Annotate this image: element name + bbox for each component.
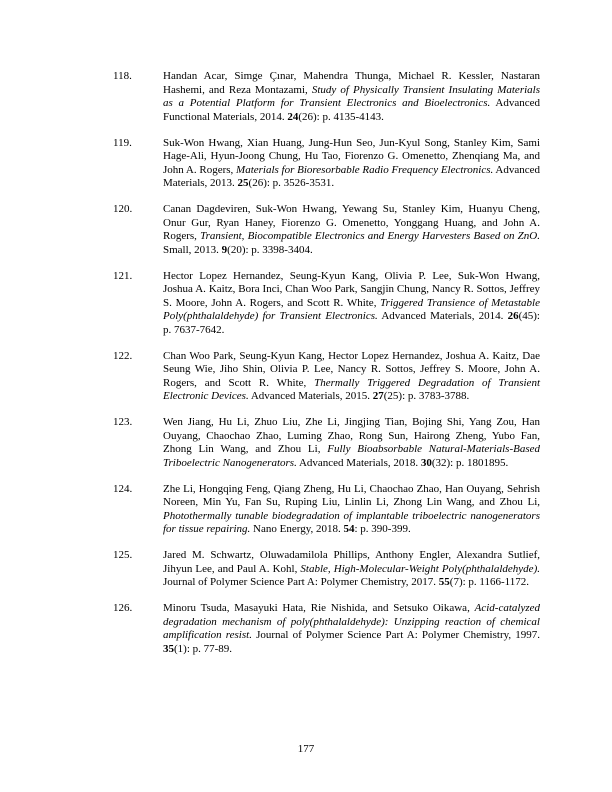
reference-segment-bold: 30 [420, 456, 432, 469]
reference-entry [113, 416, 540, 470]
reference-segment-italic: Transient, Biocompatible Electronics and Energy Harvesters Based on ZnO. [200, 230, 540, 242]
reference-entry [113, 483, 540, 537]
reference-number: 126. [113, 602, 133, 614]
reference-segment-bold: 27 [372, 390, 384, 402]
reference-number: 124. [113, 482, 133, 495]
reference-text [163, 602, 540, 656]
reference-segment-bold: 24 [287, 110, 299, 123]
reference-segment-italic: Acid-catalyzed degradation mechanism of poly(phthalaldehyde): Unzipping reaction of chemical amplification resist. [163, 602, 540, 641]
reference-segment-italic: Thermally Triggered Degradation of Transient Electronic Devices. [163, 376, 540, 402]
reference-segment-normal: (25): p. 3783-3788. [383, 390, 470, 402]
reference-segment-normal: (26): p. 4135-4143. [298, 110, 384, 123]
reference-segment-normal: Advanced Materials, 2014. [377, 310, 508, 322]
reference-segment-bold: 54 [343, 523, 355, 535]
reference-segment-normal: Jared M. Schwartz, Oluwadamilola Phillips, Anthony Engler, Alexandra Sutlief, Jihyun Lee, and Paul A. Kohl, [163, 549, 540, 575]
reference-segment-normal: Advanced Materials, 2018. [296, 456, 421, 469]
reference-entry [113, 602, 540, 656]
reference-segment-normal: Journal of Polymer Science Part A: Polymer Chemistry, 2017. [163, 576, 439, 588]
reference-entry [113, 270, 540, 338]
reference-text [163, 270, 540, 338]
reference-number: 122. [113, 349, 133, 362]
reference-text [163, 483, 540, 537]
reference-entry [113, 137, 540, 191]
reference-segment-normal: : p. 390-399. [354, 523, 411, 535]
reference-text [163, 137, 540, 191]
reference-number: 119. [113, 136, 132, 149]
reference-segment-normal: (20): p. 3398-3404. [227, 243, 313, 256]
reference-segment-normal: Small, 2013. [163, 243, 222, 256]
reference-segment-normal: Nano Energy, 2018. [250, 523, 344, 535]
reference-entry [113, 350, 540, 404]
reference-segment-normal: (45): p. 7637-7642. [163, 310, 540, 336]
reference-segment-italic: Fully Bioabsorbable Natural-Materials-Based Triboelectric Nanogenerators. [163, 443, 540, 469]
reference-segment-normal: (7): p. 1166-1172. [449, 576, 530, 588]
reference-number: 121. [113, 269, 133, 282]
reference-segment-italic: Study of Physically Transient Insulating Materials as a Potential Platform for Transient Electronics and Bioelectronics. [163, 83, 540, 109]
reference-segment-normal: Hector Lopez Hernandez, Seung-Kyun Kang, Olivia P. Lee, Suk-Won Hwang, Joshua A. Kaitz, Bora Inci, Chan Woo Park, Sangjin Chung, Nancy R. Sottos, Jeffrey S. Moore, John A. Rogers, and Scott R. White, [163, 269, 540, 309]
reference-text [163, 203, 540, 257]
reference-text [163, 70, 540, 124]
reference-segment-bold: 26 [507, 310, 519, 322]
reference-number: 123. [113, 416, 133, 428]
reference-text [163, 416, 540, 470]
reference-segment-normal: Advanced Functional Materials, 2014. [163, 97, 541, 123]
reference-text [163, 549, 540, 590]
reference-segment-bold: 25 [237, 177, 249, 189]
reference-segment-italic: Materials for Bioresorbable Radio Frequency Electronics. [236, 163, 494, 176]
reference-segment-bold: 55 [438, 576, 450, 588]
reference-segment-italic: Stable, High-Molecular-Weight Poly(phthalaldehyde). [300, 562, 540, 575]
reference-segment-normal: Advanced Materials, 2013. [163, 163, 540, 189]
reference-segment-normal: Advanced Materials, 2015. [248, 390, 373, 402]
reference-segment-italic: Triggered Transience of Metastable Poly(phthalaldehyde) for Transient Electronics. [163, 296, 540, 322]
page-number: 177 [297, 743, 315, 755]
reference-segment-normal: (32): p. 1801895. [431, 456, 509, 469]
reference-segment-normal: (26): p. 3526-3531. [248, 177, 335, 189]
reference-segment-normal: Suk-Won Hwang, Xian Huang, Jung-Hun Seo, Jun-Kyul Song, Stanley Kim, Sami Hage-Ali, Hyun-Joong Chung, Hu Tao, Fiorenzo G. Omenetto, Zhenqiang Ma, and John A. Rogers, [163, 136, 540, 176]
reference-number: 118. [113, 70, 132, 82]
reference-segment-normal: Chan Woo Park, Seung-Kyun Kang, Hector Lopez Hernandez, Joshua A. Kaitz, Dae Seung Wie, Jiho Shin, Olivia P. Lee, Nancy R. Sottos, Jeffrey S. Moore, John A. Rogers, and Scott R. White, [163, 349, 540, 389]
reference-segment-italic: Photothermally tunable biodegradation of implantable triboelectric nanogenerators for tissue repairing. [163, 509, 540, 535]
reference-list [113, 70, 540, 669]
reference-segment-normal: (1): p. 77-89. [174, 642, 233, 655]
reference-number: 120. [113, 203, 133, 215]
reference-entry [113, 203, 540, 257]
reference-segment-bold: 9 [221, 243, 228, 256]
reference-entry [113, 70, 540, 124]
reference-entry [113, 549, 540, 590]
reference-segment-normal: Canan Dagdeviren, Suk-Won Hwang, Yewang Su, Stanley Kim, Huanyu Cheng, Onur Gur, Ryan Haney, Fiorenzo G. Omenetto, Yonggang Huang, and John A. Rogers, [163, 203, 540, 242]
reference-segment-normal: Zhe Li, Hongqing Feng, Qiang Zheng, Hu Li, Chaochao Zhao, Han Ouyang, Sehrish Noreen, Min Yu, Fan Su, Ruping Liu, Linlin Li, Zhong Lin Wang, and Zhou Li, [163, 482, 540, 508]
reference-number: 125. [113, 549, 133, 561]
reference-segment-normal: Journal of Polymer Science Part A: Polymer Chemistry, 1997. [251, 629, 541, 641]
reference-segment-bold: 35 [163, 642, 174, 655]
reference-segment-normal: Handan Acar, Simge Çınar, Mahendra Thunga, Michael R. Kessler, Nastaran Hashemi, and Reza Montazami, [163, 70, 540, 96]
reference-segment-normal: Minoru Tsuda, Masayuki Hata, Rie Nishida, and Setsuko Oikawa, [163, 602, 475, 614]
reference-text [163, 350, 540, 404]
reference-segment-normal: Wen Jiang, Hu Li, Zhuo Liu, Zhe Li, Jingjing Tian, Bojing Shi, Yang Zou, Han Ouyang, Chaochao Zhao, Luming Zhao, Rong Sun, Hairong Zheng, Yubo Fan, Zhong Lin Wang, and Zhou Li, [163, 416, 540, 455]
